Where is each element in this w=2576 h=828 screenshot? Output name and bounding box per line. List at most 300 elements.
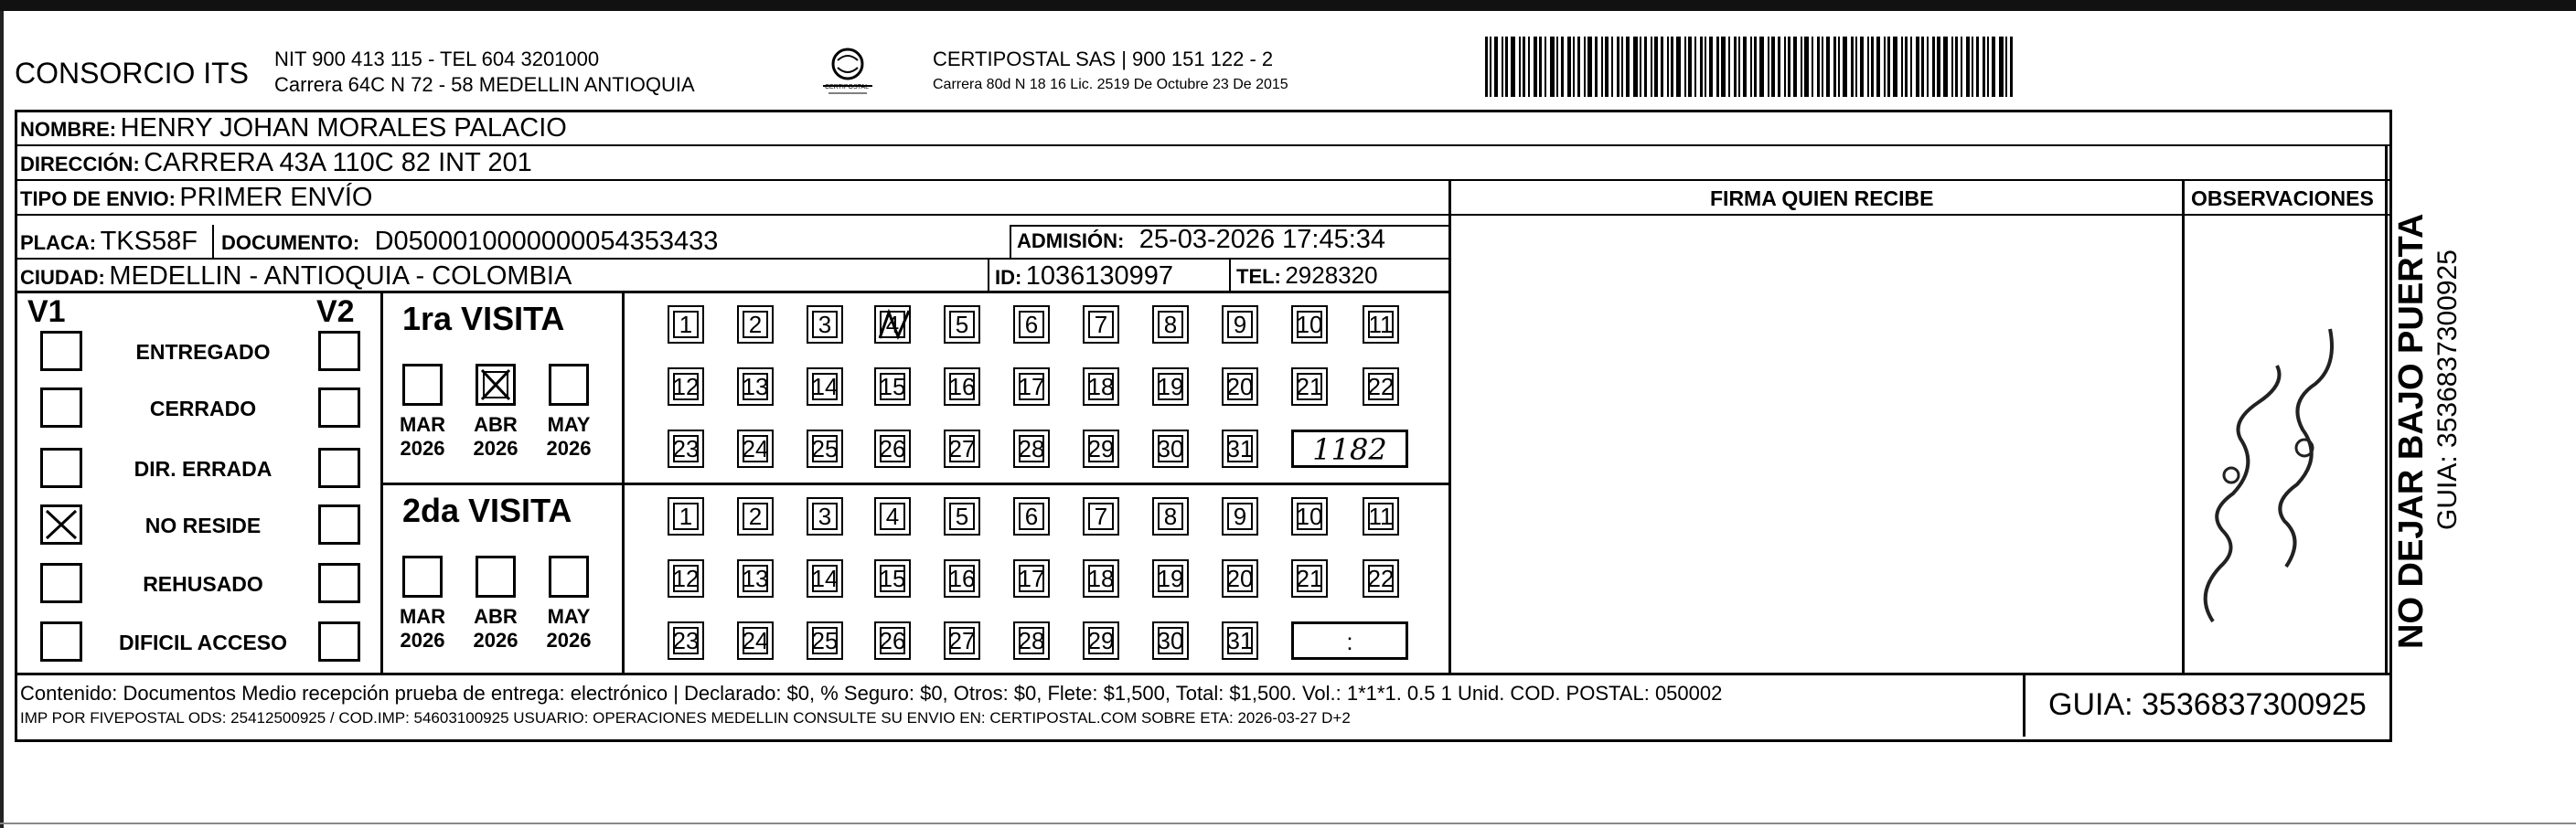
day-box[interactable] (668, 497, 704, 536)
direccion-value: CARRERA 43A 110C 82 INT 201 (144, 148, 532, 177)
barcode-bar (1716, 37, 1719, 97)
day-box[interactable] (1083, 621, 1119, 660)
ciudad-value: MEDELLIN - ANTIOQUIA - COLOMBIA (109, 261, 572, 291)
day-box[interactable] (944, 621, 980, 660)
barcode-bar (1528, 37, 1530, 97)
month-name: MAR (399, 413, 446, 436)
day-box[interactable] (737, 621, 774, 660)
day-number: 21 (1296, 372, 1323, 400)
month-checkbox[interactable] (476, 556, 516, 598)
day-box[interactable] (874, 497, 911, 536)
barcode-bar (1887, 37, 1890, 97)
day-box[interactable] (668, 621, 704, 660)
time-box[interactable] (1291, 430, 1408, 468)
documento-value: D0500010000000054353433 (374, 227, 719, 256)
day-number: 1 (673, 311, 699, 338)
col-divider (1010, 225, 1011, 260)
documento-field (221, 227, 718, 257)
v1-checkbox[interactable] (40, 621, 82, 662)
month-name: ABR (474, 413, 518, 436)
day-number: 18 (1087, 372, 1115, 400)
month-year: 2026 (400, 437, 445, 460)
month-name: MAY (547, 413, 591, 436)
day-box[interactable] (1083, 305, 1119, 344)
day-number: 19 (1157, 372, 1184, 400)
day-number: 13 (742, 564, 769, 592)
barcode-bar (1523, 37, 1525, 97)
barcode-bar (1901, 37, 1903, 97)
barcode-bar (1916, 37, 1919, 97)
day-number: 13 (742, 372, 769, 400)
day-number: 14 (811, 372, 839, 400)
day-number: 4 (880, 311, 905, 338)
footer-imp: IMP POR FIVEPOSTAL ODS: 25412500925 / COD.IMP: 54603100925 USUARIO: OPERACIONES MEDELLIN CONSULTE SU ENVIO EN: CERTIPOSTAL.COM SOBRE ETA: 2026-03-27 D+2 (20, 709, 1351, 727)
day-number: 20 (1226, 564, 1254, 592)
barcode-bar (1611, 37, 1613, 97)
ciudad-label: CIUDAD: (20, 266, 105, 289)
barcode-bar (1771, 37, 1775, 97)
month-checkbox[interactable] (402, 556, 443, 598)
barcode-bar (1876, 37, 1880, 97)
day-box[interactable] (807, 497, 843, 536)
day-number: 23 (672, 434, 700, 462)
day-box[interactable] (1363, 559, 1399, 598)
day-box[interactable] (1222, 367, 1258, 406)
nombre-field (20, 113, 567, 143)
day-box[interactable] (1013, 367, 1050, 406)
col-divider (988, 260, 989, 292)
day-box[interactable] (807, 367, 843, 406)
barcode-bar (1734, 37, 1737, 97)
day-number: 2 (743, 311, 768, 338)
barcode-bar (1545, 37, 1546, 97)
day-number: 12 (672, 372, 700, 400)
barcode-bar (1721, 37, 1726, 97)
day-number: 17 (1018, 372, 1045, 400)
v2-checkbox[interactable] (318, 448, 360, 488)
day-box[interactable] (1152, 559, 1189, 598)
day-number: 26 (879, 626, 906, 654)
day-number: 22 (1367, 372, 1395, 400)
barcode-bar (1633, 37, 1638, 97)
day-box[interactable] (874, 559, 911, 598)
barcode-bar (1676, 37, 1681, 97)
month-year: 2026 (473, 437, 518, 460)
courier-name: CERTIPOSTAL SAS | 900 151 122 - 2 (933, 48, 1274, 70)
day-box[interactable] (1083, 367, 1119, 406)
col-divider (1229, 260, 1231, 292)
status-label: DIFICIL ACCESO (118, 631, 287, 654)
month-checkbox[interactable] (402, 364, 443, 406)
v1-checkbox[interactable] (40, 504, 82, 545)
side-guia: GUIA: 3536837300925 (2432, 249, 2463, 530)
day-number: 3 (812, 503, 838, 530)
v2-checkbox[interactable] (318, 563, 360, 603)
day-number: 9 (1227, 503, 1253, 530)
day-number: 30 (1157, 434, 1184, 462)
barcode-bar (1505, 37, 1508, 97)
month-label (545, 605, 593, 653)
day-number: 16 (948, 564, 976, 592)
barcode-bar (1759, 37, 1764, 97)
month-year: 2026 (546, 629, 592, 652)
day-box[interactable] (1291, 367, 1328, 406)
barcode-bar (1937, 37, 1940, 97)
tipo-label: TIPO DE ENVIO: (20, 187, 176, 210)
day-box[interactable] (737, 559, 774, 598)
barcode-bar (1661, 37, 1663, 97)
barcode-bar (1601, 37, 1603, 97)
day-box[interactable] (1152, 305, 1189, 344)
day-box[interactable] (737, 497, 774, 536)
day-box[interactable] (1222, 621, 1258, 660)
barcode-bar (1992, 37, 1995, 97)
day-box[interactable] (1152, 367, 1189, 406)
nombre-label: NOMBRE: (20, 118, 117, 141)
tel-value: 2928320 (1285, 261, 1378, 289)
day-box[interactable] (1083, 497, 1119, 536)
day-box[interactable] (1222, 497, 1258, 536)
month-name: ABR (474, 605, 518, 628)
check-x-icon (43, 507, 80, 542)
barcode-bar (1511, 37, 1515, 97)
day-number: 29 (1087, 434, 1115, 462)
day-number: 28 (1018, 434, 1045, 462)
day-number: 21 (1296, 564, 1323, 592)
day-number: 25 (811, 626, 839, 654)
day-number: 15 (879, 564, 906, 592)
certipostal-logo (816, 42, 880, 102)
row-divider (15, 214, 1448, 216)
day-box[interactable] (944, 305, 980, 344)
barcode-bar (1709, 37, 1713, 97)
day-box[interactable] (1013, 305, 1050, 344)
barcode-bar (1485, 37, 1488, 97)
day-box[interactable] (1152, 497, 1189, 536)
day-number: 16 (948, 372, 976, 400)
barcode-bar (1768, 37, 1769, 97)
day-box[interactable] (1291, 497, 1328, 536)
day-box[interactable] (668, 305, 704, 344)
barcode-bar (1519, 37, 1521, 97)
day-number: 12 (672, 564, 700, 592)
barcode-bar (1587, 37, 1592, 97)
id-value: 1036130997 (1025, 261, 1174, 291)
month-checkbox[interactable] (476, 364, 516, 406)
barcode-bar (1688, 37, 1692, 97)
day-box[interactable] (1083, 559, 1119, 598)
row-divider (15, 179, 2392, 181)
v2-checkbox[interactable] (318, 387, 360, 428)
barcode-bar (1822, 37, 1823, 97)
day-box[interactable] (807, 430, 843, 468)
day-box[interactable] (1083, 430, 1119, 468)
status-label: ENTREGADO (135, 340, 271, 364)
day-number: 26 (879, 434, 906, 462)
month-checkbox[interactable] (549, 364, 589, 406)
courier-address: Carrera 80d N 18 16 Lic. 2519 De Octubre 23 De 2015 (933, 77, 1288, 92)
left-edge (0, 11, 4, 828)
barcode-bar (1700, 37, 1703, 97)
status-label: REHUSADO (143, 572, 263, 596)
day-number: 24 (742, 626, 769, 654)
barcode-bar (1817, 37, 1820, 97)
v2-checkbox[interactable] (318, 621, 360, 662)
no-dejar-bajo-puerta: NO DEJAR BAJO PUERTA (2392, 213, 2431, 649)
day-number: 31 (1226, 434, 1254, 462)
footer-guia-divider (2023, 673, 2026, 737)
day-box[interactable] (1222, 430, 1258, 468)
day-box[interactable] (1013, 621, 1050, 660)
day-box[interactable] (1291, 559, 1328, 598)
direccion-label: DIRECCIÓN: (20, 153, 140, 175)
v1-checkbox[interactable] (40, 331, 82, 371)
day-box[interactable] (807, 621, 843, 660)
day-box[interactable] (668, 559, 704, 598)
v2-checkbox[interactable] (318, 331, 360, 371)
time-box[interactable] (1291, 621, 1408, 660)
row-divider (15, 144, 2392, 146)
day-box[interactable] (1222, 559, 1258, 598)
observaciones-header: OBSERVACIONES (2191, 186, 2374, 210)
placa-field (20, 227, 198, 257)
footer-guia: GUIA: 3536837300925 (2048, 687, 2367, 722)
month-label (472, 605, 519, 653)
barcode-bar (1738, 37, 1740, 97)
v1-checkbox[interactable] (40, 387, 82, 428)
tel-label: TEL: (1236, 265, 1281, 288)
barcode-bar (1999, 37, 2004, 97)
barcode-bar (1961, 37, 1962, 97)
status-label: CERRADO (149, 397, 257, 420)
v1-header: V1 (27, 294, 66, 329)
barcode-bar (1550, 37, 1555, 97)
barcode-bar (1793, 37, 1797, 97)
visit1-title: 1ra VISITA (402, 300, 565, 337)
firma-header: FIRMA QUIEN RECIBE (1710, 186, 1934, 210)
status-label: DIR. ERRADA (134, 457, 273, 481)
id-field (995, 261, 1173, 292)
bottom-edge (0, 823, 2576, 824)
admision-field (1017, 225, 1385, 255)
barcode-bar (1976, 37, 1979, 97)
barcode-bar (1494, 37, 1498, 97)
day-number: 20 (1226, 372, 1254, 400)
time-handwritten: 1182 (1312, 432, 1387, 467)
barcode-bar (1987, 37, 1989, 97)
day-number: 28 (1018, 626, 1045, 654)
nombre-value: HENRY JOHAN MORALES PALACIO (120, 113, 567, 143)
barcode-bar (1621, 37, 1623, 97)
barcode-bar (2010, 37, 2013, 97)
day-box[interactable] (737, 305, 774, 344)
time-placeholder: : (1346, 628, 1353, 655)
barcode-bar (1573, 37, 1575, 97)
company-nit-tel: NIT 900 413 115 - TEL 604 3201000 (274, 48, 600, 70)
day-number: 24 (742, 434, 769, 462)
day-number: 3 (812, 311, 838, 338)
day-box[interactable] (874, 621, 911, 660)
barcode-bar (1932, 37, 1935, 97)
month-year: 2026 (546, 437, 592, 460)
day-number: 11 (1368, 502, 1394, 530)
day-number: 8 (1158, 311, 1183, 338)
day-box[interactable] (874, 305, 911, 344)
barcode-bar (1838, 37, 1840, 97)
day-box[interactable] (1363, 497, 1399, 536)
logo-text: CERTIPOSTAL (825, 84, 869, 90)
top-border (0, 0, 2576, 11)
barcode-bar (1778, 37, 1780, 97)
check-x-icon (478, 366, 513, 403)
barcode-bar (1561, 37, 1564, 97)
day-box[interactable] (807, 305, 843, 344)
col-divider (212, 225, 214, 260)
day-box[interactable] (1152, 621, 1189, 660)
day-box[interactable] (1013, 430, 1050, 468)
day-box[interactable] (668, 430, 704, 468)
observaciones-handwriting (2176, 292, 2378, 640)
barcode-bar (1784, 37, 1786, 97)
v1-checkbox[interactable] (40, 448, 82, 488)
status-label: NO RESIDE (144, 514, 262, 537)
day-number: 30 (1157, 626, 1184, 654)
barcode-bar (1972, 37, 1973, 97)
barcode-bar (1833, 37, 1836, 97)
day-number: 1 (673, 503, 699, 530)
barcode-bar (1910, 37, 1912, 97)
month-label (472, 413, 519, 461)
handwritten-check-icon (872, 303, 916, 354)
barcode-bar (1966, 37, 1970, 97)
tipo-value: PRIMER ENVÍO (179, 183, 373, 212)
day-number: 11 (1368, 310, 1394, 338)
barcode-bar (1534, 37, 1537, 97)
barcode-bar (1884, 37, 1886, 97)
barcode-bar (1750, 37, 1752, 97)
barcode-bar (1684, 37, 1686, 97)
barcode-bar (1801, 37, 1802, 97)
day-number: 25 (811, 434, 839, 462)
day-number: 27 (948, 626, 976, 654)
day-box[interactable] (944, 497, 980, 536)
barcode-bar (1577, 37, 1580, 97)
firma-divider (1448, 179, 1451, 673)
v2-checkbox[interactable] (318, 504, 360, 545)
day-number: 2 (743, 503, 768, 530)
month-year: 2026 (473, 629, 518, 652)
placa-value: TKS58F (100, 227, 198, 256)
day-number: 7 (1088, 311, 1114, 338)
barcode-bar (1921, 37, 1924, 97)
day-box[interactable] (1363, 367, 1399, 406)
barcode-bar (1644, 37, 1647, 97)
visit-divider (380, 483, 1448, 485)
visit-col-divider (622, 292, 625, 673)
day-number: 31 (1226, 626, 1254, 654)
barcode-bar (1502, 37, 1503, 97)
day-number: 29 (1087, 626, 1115, 654)
day-box[interactable] (668, 367, 704, 406)
barcode-bar (1640, 37, 1641, 97)
barcode-bar (1804, 37, 1809, 97)
barcode-bar (1728, 37, 1730, 97)
day-number: 9 (1227, 311, 1253, 338)
barcode-bar (1567, 37, 1571, 97)
day-box[interactable] (874, 430, 911, 468)
day-number: 18 (1087, 564, 1115, 592)
barcode-bar (1871, 37, 1874, 97)
month-label (545, 413, 593, 461)
day-number: 17 (1018, 564, 1045, 592)
barcode-bar (1893, 37, 1897, 97)
month-year: 2026 (400, 629, 445, 652)
barcode-bar (1605, 37, 1609, 97)
day-box[interactable] (944, 430, 980, 468)
barcode-bar (1788, 37, 1790, 97)
day-box[interactable] (1013, 559, 1050, 598)
day-box[interactable] (1291, 305, 1328, 344)
month-checkbox[interactable] (549, 556, 589, 598)
footer-divider (15, 673, 2392, 675)
day-number: 19 (1157, 564, 1184, 592)
documento-label: DOCUMENTO: (221, 231, 360, 254)
day-box[interactable] (944, 559, 980, 598)
day-box[interactable] (737, 367, 774, 406)
v2-header: V2 (316, 294, 355, 329)
barcode-bar (2005, 37, 2007, 97)
barcode-bar (1694, 37, 1696, 97)
day-box[interactable] (1152, 430, 1189, 468)
day-box[interactable] (944, 367, 980, 406)
day-number: 23 (672, 626, 700, 654)
barcode-bar (1851, 37, 1854, 97)
barcode-bar (1943, 37, 1948, 97)
barcode-bar (1826, 37, 1830, 97)
barcode-bar (1539, 37, 1542, 97)
day-number: 10 (1296, 502, 1323, 530)
day-box[interactable] (1363, 305, 1399, 344)
row-divider (1448, 214, 2392, 216)
barcode-bar (1626, 37, 1630, 97)
day-number: 10 (1296, 310, 1323, 338)
barcode-bar (1667, 37, 1669, 97)
day-box[interactable] (1013, 497, 1050, 536)
day-number: 6 (1019, 311, 1044, 338)
barcode-bar (1927, 37, 1929, 97)
ciudad-field (20, 261, 572, 292)
day-number: 27 (948, 434, 976, 462)
barcode-bar (1584, 37, 1586, 97)
company-address: Carrera 64C N 72 - 58 MEDELLIN ANTIOQUIA (274, 73, 695, 96)
admision-label: ADMISIÓN: (1017, 229, 1125, 252)
day-number: 8 (1158, 503, 1183, 530)
tel-field (1236, 261, 1378, 290)
day-number: 4 (880, 503, 905, 530)
row-divider (15, 258, 1448, 260)
day-box[interactable] (874, 367, 911, 406)
barcode-bar (1955, 37, 1958, 97)
v1-checkbox[interactable] (40, 563, 82, 603)
barcode-bar (1490, 37, 1491, 97)
day-box[interactable] (737, 430, 774, 468)
day-number: 7 (1088, 503, 1114, 530)
footer-contenido: Contenido: Documentos Medio recepción prueba de entrega: electrónico | Declarado: $0, % Seguro: $0, Otros: $0, Flete: $1,500, Total: $1,500. Vol.: 1*1*1. 0.5 1 Unid. COD. POSTAL: 050002 (20, 682, 1723, 705)
month-label (399, 605, 446, 653)
barcode-bar (1860, 37, 1864, 97)
day-box[interactable] (1222, 305, 1258, 344)
day-box[interactable] (807, 559, 843, 598)
